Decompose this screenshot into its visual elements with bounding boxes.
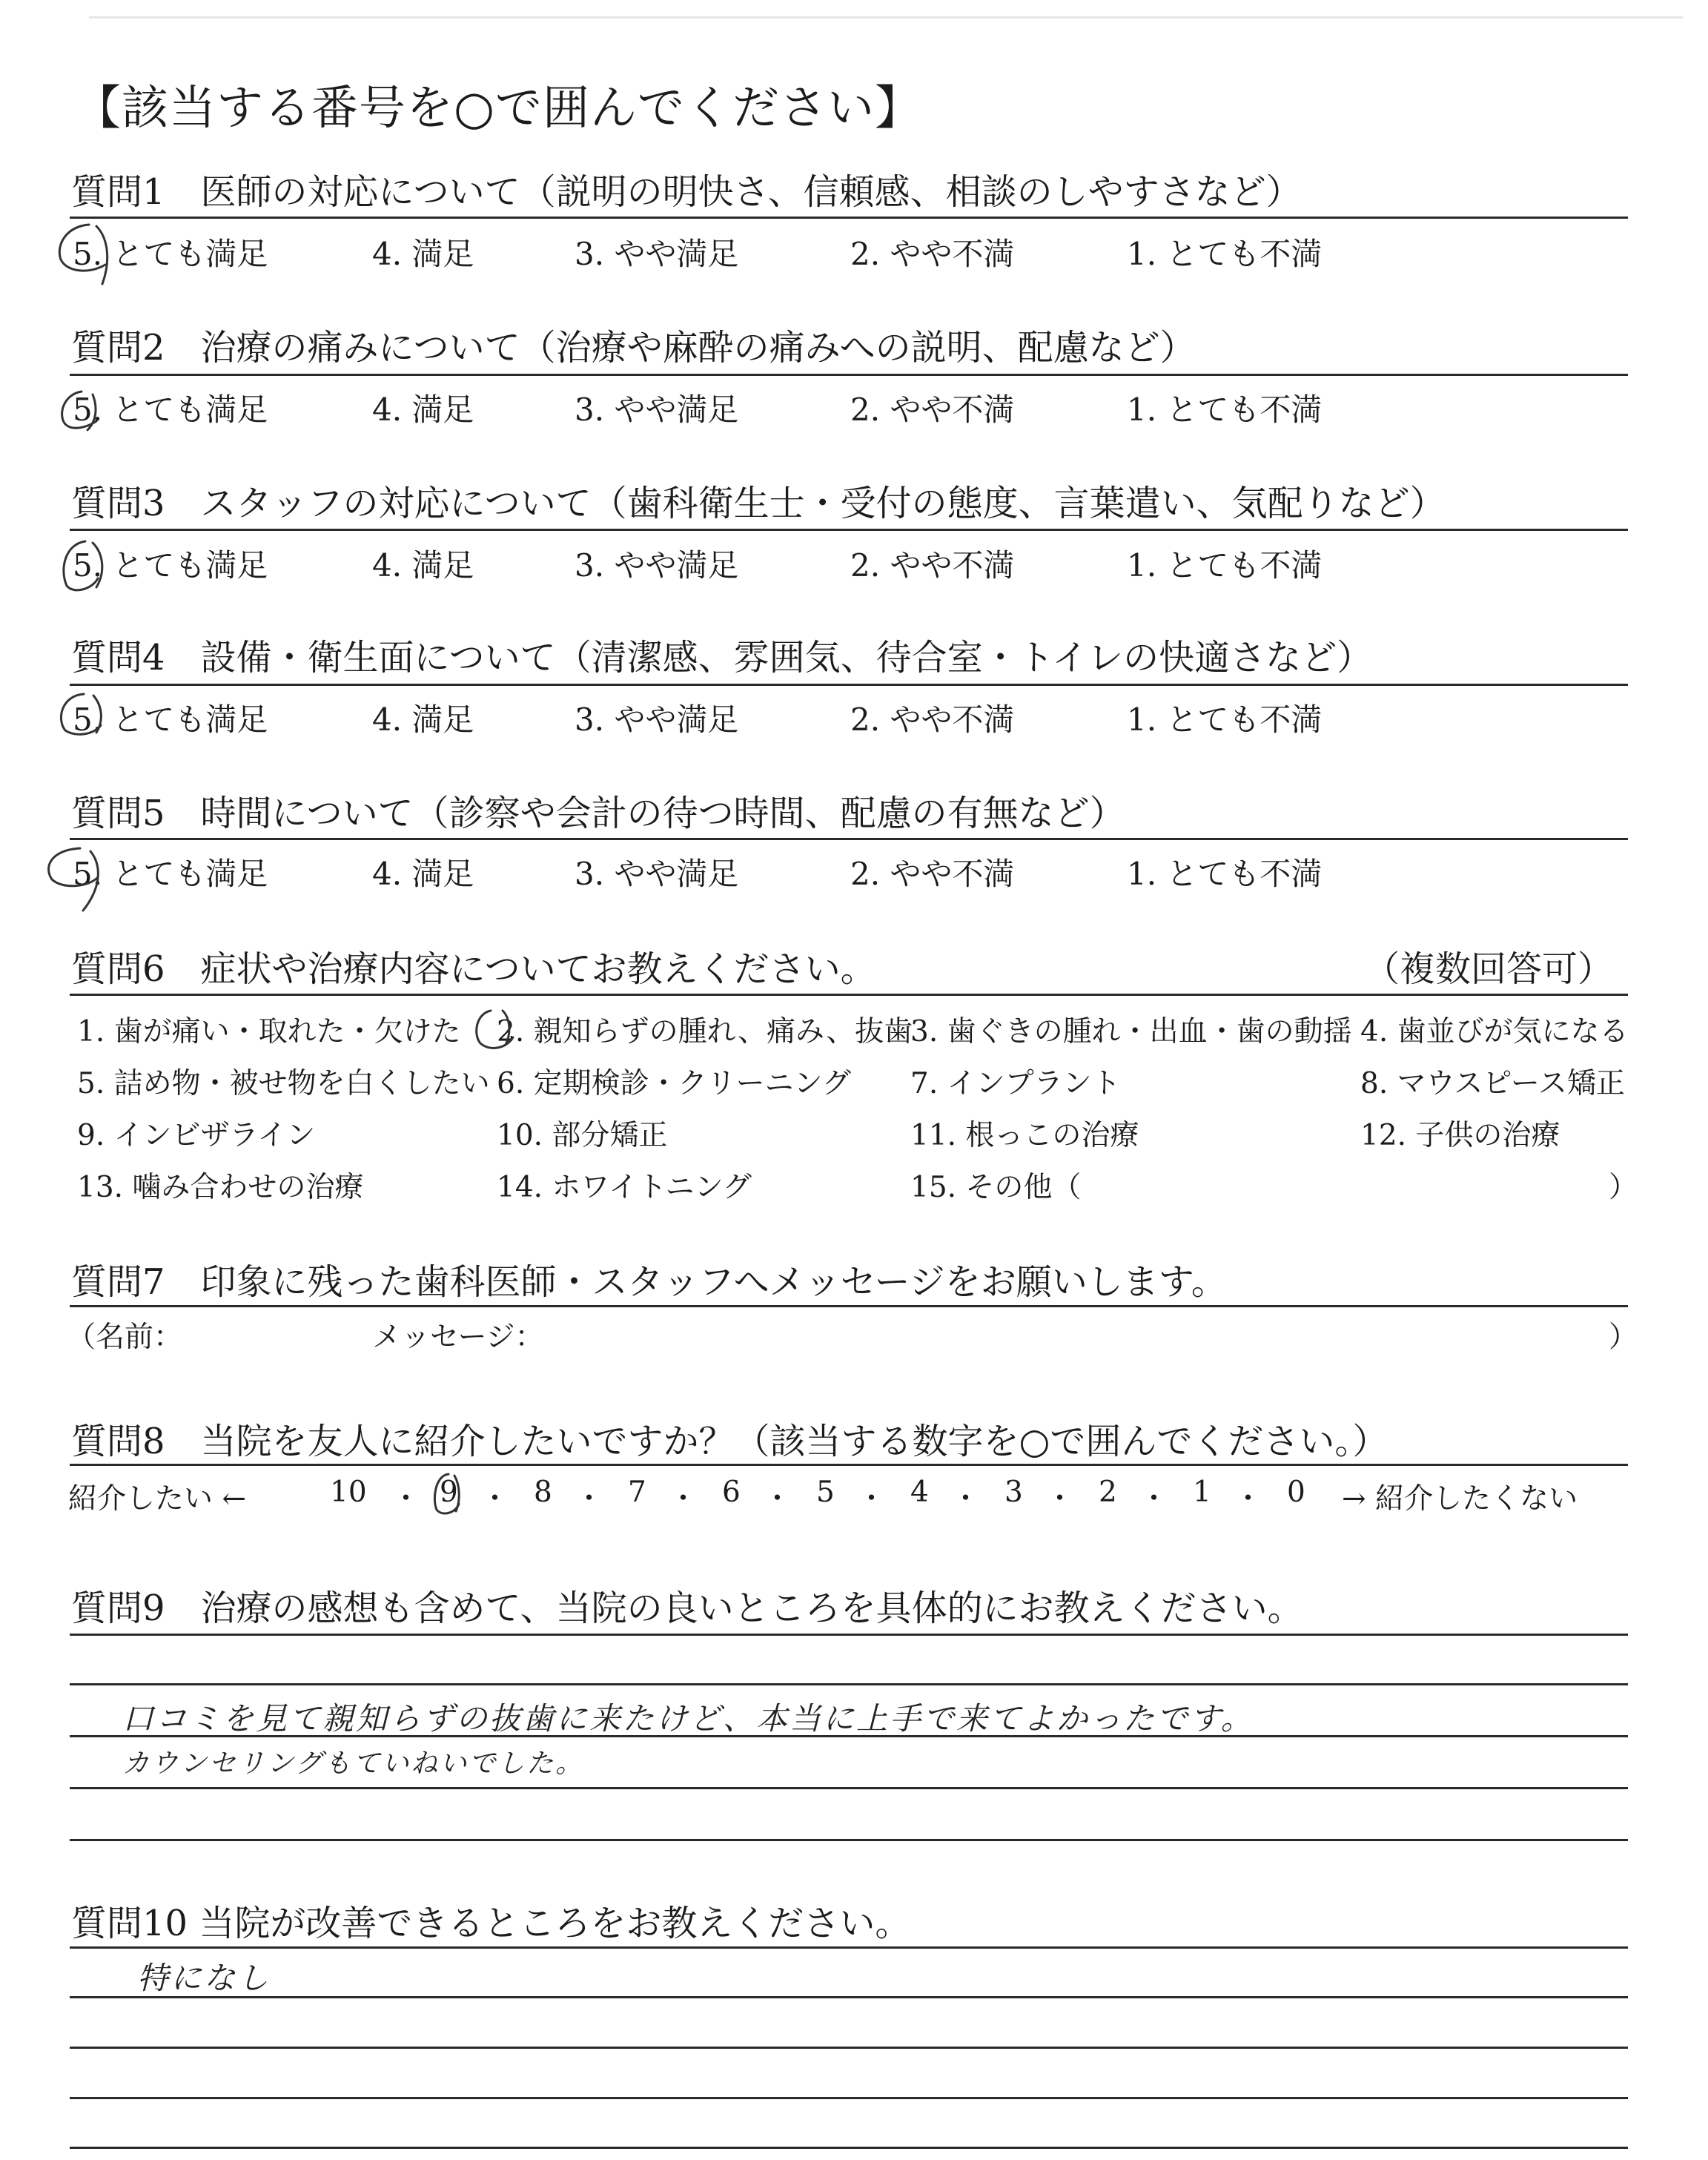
q6-item-3[interactable]: 3. 歯ぐきの腫れ・出血・歯の動揺 — [910, 1015, 1352, 1048]
q3-option-4[interactable]: 4. 満足 — [372, 547, 474, 584]
q8-right-label: → 紹介したくない — [1342, 1482, 1578, 1516]
q4-selection-circle — [50, 690, 117, 742]
q8-sep: ・ — [1234, 1482, 1263, 1516]
question-8-rule — [70, 1464, 1628, 1466]
q5-option-2[interactable]: 2. やや不満 — [850, 856, 1015, 892]
q4-option-5[interactable]: 5. とても満足 — [73, 701, 268, 738]
q6-item-11[interactable]: 11. 根っこの治療 — [910, 1119, 1139, 1152]
q6-item-5[interactable]: 5. 詰め物・被せ物を白くしたい — [77, 1067, 490, 1100]
q4-option-3[interactable]: 3. やや満足 — [575, 701, 739, 738]
q7-close: ） — [1609, 1321, 1638, 1354]
q6-selection-circle — [469, 1005, 528, 1057]
q9-answer-line — [70, 1787, 1628, 1789]
question-5-label: 質問5 時間について（診察や会計の待つ時間、配慮の有無など） — [71, 793, 1125, 834]
q8-scale-5[interactable]: 5 — [816, 1476, 835, 1509]
q4-option-2[interactable]: 2. やや不満 — [850, 701, 1015, 738]
q5-option-4[interactable]: 4. 満足 — [372, 856, 474, 892]
q8-scale-3[interactable]: 3 — [1004, 1476, 1023, 1509]
top-border — [89, 16, 1683, 19]
question-7-rule — [70, 1305, 1628, 1307]
question-9-label: 質問9 治療の感想も含めて、当院の良いところを具体的にお教えください。 — [71, 1588, 1303, 1629]
question-9-rule — [70, 1634, 1628, 1636]
q8-scale-0[interactable]: 0 — [1287, 1476, 1305, 1509]
question-2-label: 質問2 治療の痛みについて（治療や麻酔の痛みへの説明、配慮など） — [71, 327, 1196, 369]
question-1-label: 質問1 医師の対応について（説明の明快さ、信頼感、相談のしやすさなど） — [71, 171, 1302, 213]
question-5-rule — [70, 838, 1628, 840]
q6-item-8[interactable]: 8. マウスピース矯正 — [1360, 1067, 1625, 1100]
q3-option-5[interactable]: 5. とても満足 — [73, 547, 268, 584]
q6-item-12[interactable]: 12. 子供の治療 — [1360, 1119, 1560, 1152]
q3-option-1[interactable]: 1. とても不満 — [1127, 547, 1323, 584]
question-3-label: 質問3 スタッフの対応について（歯科衛生士・受付の態度、言葉遣い、気配りなど） — [71, 483, 1446, 524]
q1-option-2[interactable]: 2. やや不満 — [850, 236, 1015, 272]
q6-item-15[interactable]: 15. その他（ — [910, 1171, 1082, 1204]
q8-sep: ・ — [480, 1482, 510, 1516]
q6-item-7[interactable]: 7. インプラント — [910, 1067, 1121, 1100]
q8-sep: ・ — [1139, 1482, 1169, 1516]
q7-name-label: （名前： — [67, 1321, 183, 1354]
q5-selection-circle — [37, 844, 119, 918]
q1-selection-circle — [52, 219, 133, 293]
q10-answer-line — [70, 2047, 1628, 2049]
q8-scale-2[interactable]: 2 — [1099, 1476, 1117, 1509]
q8-sep: ・ — [951, 1482, 981, 1516]
question-4-rule — [70, 684, 1628, 686]
question-2-rule — [70, 374, 1628, 376]
question-6-rule — [70, 994, 1628, 996]
q6-item-10[interactable]: 10. 部分矯正 — [497, 1119, 668, 1152]
q10-answer-line — [70, 2147, 1628, 2149]
q2-option-5[interactable]: 5. とても満足 — [73, 392, 268, 428]
q3-selection-circle — [52, 535, 119, 602]
q8-sep: ・ — [857, 1482, 887, 1516]
q5-option-5[interactable]: 5. とても満足 — [73, 856, 268, 892]
q9-handwritten-answer-line-2: カウンセリングもていねいでした。 — [122, 1748, 585, 1779]
question-3-rule — [70, 529, 1628, 531]
q10-handwritten-answer: 特になし — [137, 1960, 271, 1996]
page-title: 【該当する番号を○で囲んでください】 — [74, 81, 922, 135]
question-8-label: 質問8 当院を友人に紹介したいですか？（該当する数字を○で囲んでください。） — [71, 1421, 1388, 1462]
question-10-rule — [70, 1946, 1628, 1949]
question-6-note: （複数回答可） — [1364, 948, 1614, 990]
q8-sep: ・ — [391, 1482, 421, 1516]
q10-answer-line — [70, 1996, 1628, 1998]
q8-sep: ・ — [1045, 1482, 1075, 1516]
q1-option-4[interactable]: 4. 満足 — [372, 236, 474, 272]
q5-option-3[interactable]: 3. やや満足 — [575, 856, 739, 892]
q3-option-2[interactable]: 2. やや不満 — [850, 547, 1015, 584]
q9-answer-line — [70, 1839, 1628, 1841]
q6-item-14[interactable]: 14. ホワイトニング — [497, 1171, 752, 1204]
q6-item-13[interactable]: 13. 噛み合わせの治療 — [77, 1171, 364, 1204]
q2-option-4[interactable]: 4. 満足 — [372, 392, 474, 428]
q6-item-9[interactable]: 9. インビザライン — [77, 1119, 316, 1152]
q8-left-label: 紹介したい ← — [68, 1482, 247, 1516]
q2-option-3[interactable]: 3. やや満足 — [575, 392, 739, 428]
q2-selection-circle — [52, 386, 111, 437]
q7-message-field[interactable] — [549, 1314, 1601, 1350]
q8-scale-4[interactable]: 4 — [910, 1476, 929, 1509]
q8-selection-circle — [426, 1470, 471, 1522]
q6-item-1[interactable]: 1. 歯が痛い・取れた・欠けた — [77, 1015, 461, 1048]
q2-option-2[interactable]: 2. やや不満 — [850, 392, 1015, 428]
q8-sep: ・ — [669, 1482, 698, 1516]
q9-handwritten-answer-line-1: 口コミを見て親知らずの抜歯に来たけど、本当に上手で来てよかったです。 — [122, 1700, 1254, 1737]
q6-item-2[interactable]: 2. 親知らずの腫れ、痛み、抜歯 — [497, 1015, 913, 1048]
q6-item-6[interactable]: 6. 定期検診・クリーニング — [497, 1067, 851, 1100]
question-1-rule — [70, 217, 1628, 219]
q8-scale-8[interactable]: 8 — [534, 1476, 552, 1509]
q8-sep: ・ — [763, 1482, 792, 1516]
q8-scale-6[interactable]: 6 — [722, 1476, 741, 1509]
question-7-label: 質問7 印象に残った歯科医師・スタッフへメッセージをお願いします。 — [71, 1261, 1227, 1303]
q2-option-1[interactable]: 1. とても不満 — [1127, 392, 1323, 428]
q1-option-5[interactable]: 5. とても満足 — [73, 236, 268, 272]
q6-item-15-close: ） — [1609, 1171, 1638, 1204]
question-6-label: 質問6 症状や治療内容についてお教えください。 — [71, 948, 876, 990]
q4-option-4[interactable]: 4. 満足 — [372, 701, 474, 738]
q7-message-label: メッセージ： — [372, 1321, 544, 1354]
q6-item-4[interactable]: 4. 歯並びが気になる — [1360, 1015, 1629, 1048]
question-10-label: 質問10 当院が改善できるところをお教えください。 — [71, 1903, 911, 1944]
q9-answer-line — [70, 1683, 1628, 1685]
q1-option-1[interactable]: 1. とても不満 — [1127, 236, 1323, 272]
question-4-label: 質問4 設備・衛生面について（清潔感、雰囲気、待合室・トイレの快適さなど） — [71, 637, 1373, 678]
q1-option-3[interactable]: 3. やや満足 — [575, 236, 739, 272]
q5-option-1[interactable]: 1. とても不満 — [1127, 856, 1323, 892]
q8-scale-7[interactable]: 7 — [628, 1476, 646, 1509]
q7-name-field[interactable] — [133, 1314, 363, 1350]
q8-scale-1[interactable]: 1 — [1193, 1476, 1211, 1509]
q8-scale-9[interactable]: 9 — [440, 1476, 458, 1509]
q3-option-3[interactable]: 3. やや満足 — [575, 547, 739, 584]
q8-sep: ・ — [575, 1482, 604, 1516]
q8-scale-10[interactable]: 10 — [330, 1476, 367, 1509]
q4-option-1[interactable]: 1. とても不満 — [1127, 701, 1323, 738]
q10-answer-line — [70, 2097, 1628, 2099]
